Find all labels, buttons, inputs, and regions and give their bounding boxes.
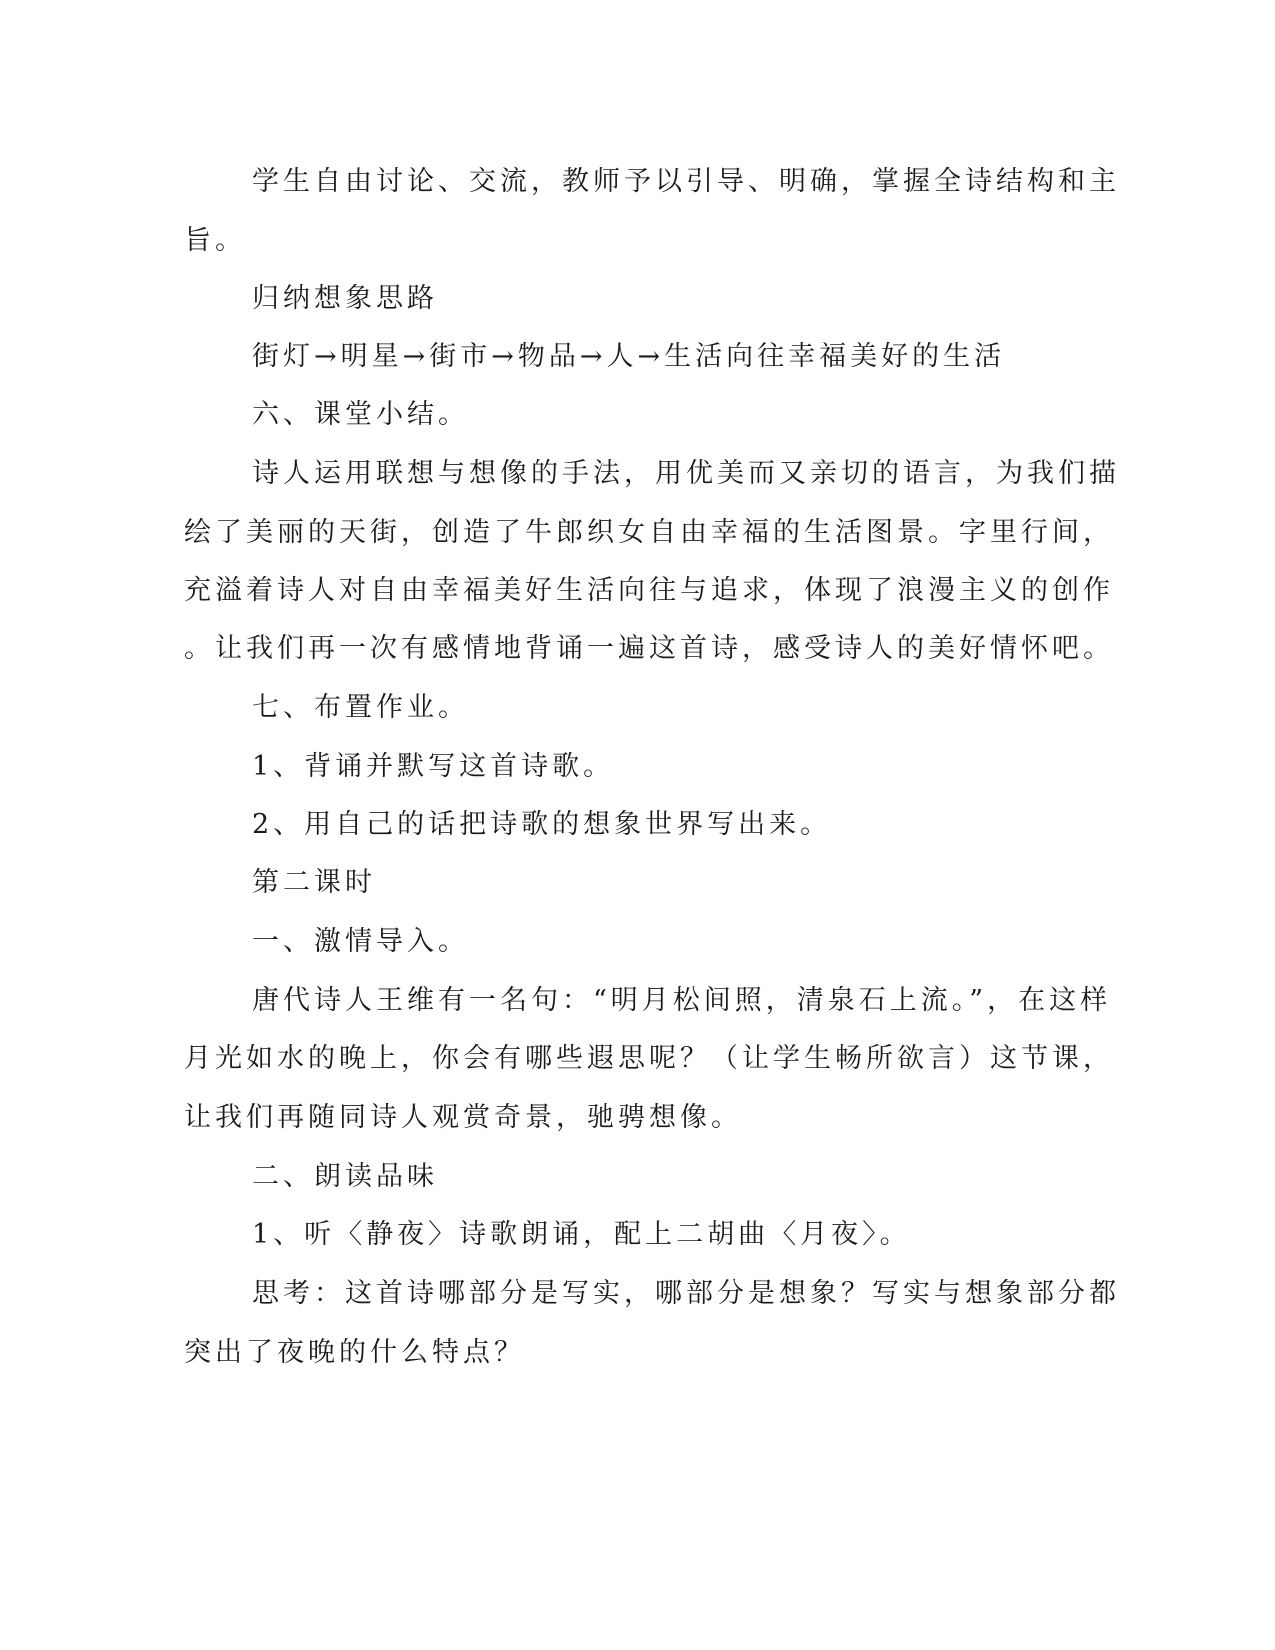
section-heading: 第二课时 [252,867,376,898]
text-line: 归纳想象思路 [252,283,438,314]
text-line: 唐代诗人王维有一名句：“明月松间照，清泉石上流。”，在这样 [252,985,1112,1016]
text-line: 充溢着诗人对自由幸福美好生活向往与追求，体现了浪漫主义的创作 [184,575,1114,606]
text-line: 诗人运用联想与想像的手法，用优美而又亲切的语言，为我们描 [252,458,1120,489]
section-heading: 七、布置作业。 [252,692,469,723]
list-item: 2、用自己的话把诗歌的想象世界写出来。 [252,809,832,840]
text-line: 街灯→明星→街市→物品→人→生活向往幸福美好的生活 [252,341,1006,372]
list-item: 1、听〈静夜〉诗歌朗诵，配上二胡曲〈月夜〉。 [252,1219,911,1250]
text-line: 绘了美丽的天街，创造了牛郎织女自由幸福的生活图景。字里行间， [184,517,1114,548]
section-heading: 二、朗读品味 [252,1161,438,1192]
section-heading: 六、课堂小结。 [252,399,469,430]
text-line: 让我们再随同诗人观赏奇景，驰骋想像。 [184,1102,742,1133]
text-line: 学生自由讨论、交流，教师予以引导、明确，掌握全诗结构和主 [252,166,1120,197]
text-line: 。让我们再一次有感情地背诵一遍这首诗，感受诗人的美好情怀吧。 [184,633,1114,664]
text-line: 突出了夜晚的什么特点？ [184,1337,525,1368]
text-line: 思考：这首诗哪部分是写实，哪部分是想象？写实与想象部分都 [252,1278,1120,1309]
text-line: 月光如水的晚上，你会有哪些遐思呢？（让学生畅所欲言）这节课， [184,1043,1114,1074]
section-heading: 一、激情导入。 [252,926,469,957]
list-item: 1、背诵并默写这首诗歌。 [252,751,615,782]
text-line: 旨。 [184,225,246,256]
